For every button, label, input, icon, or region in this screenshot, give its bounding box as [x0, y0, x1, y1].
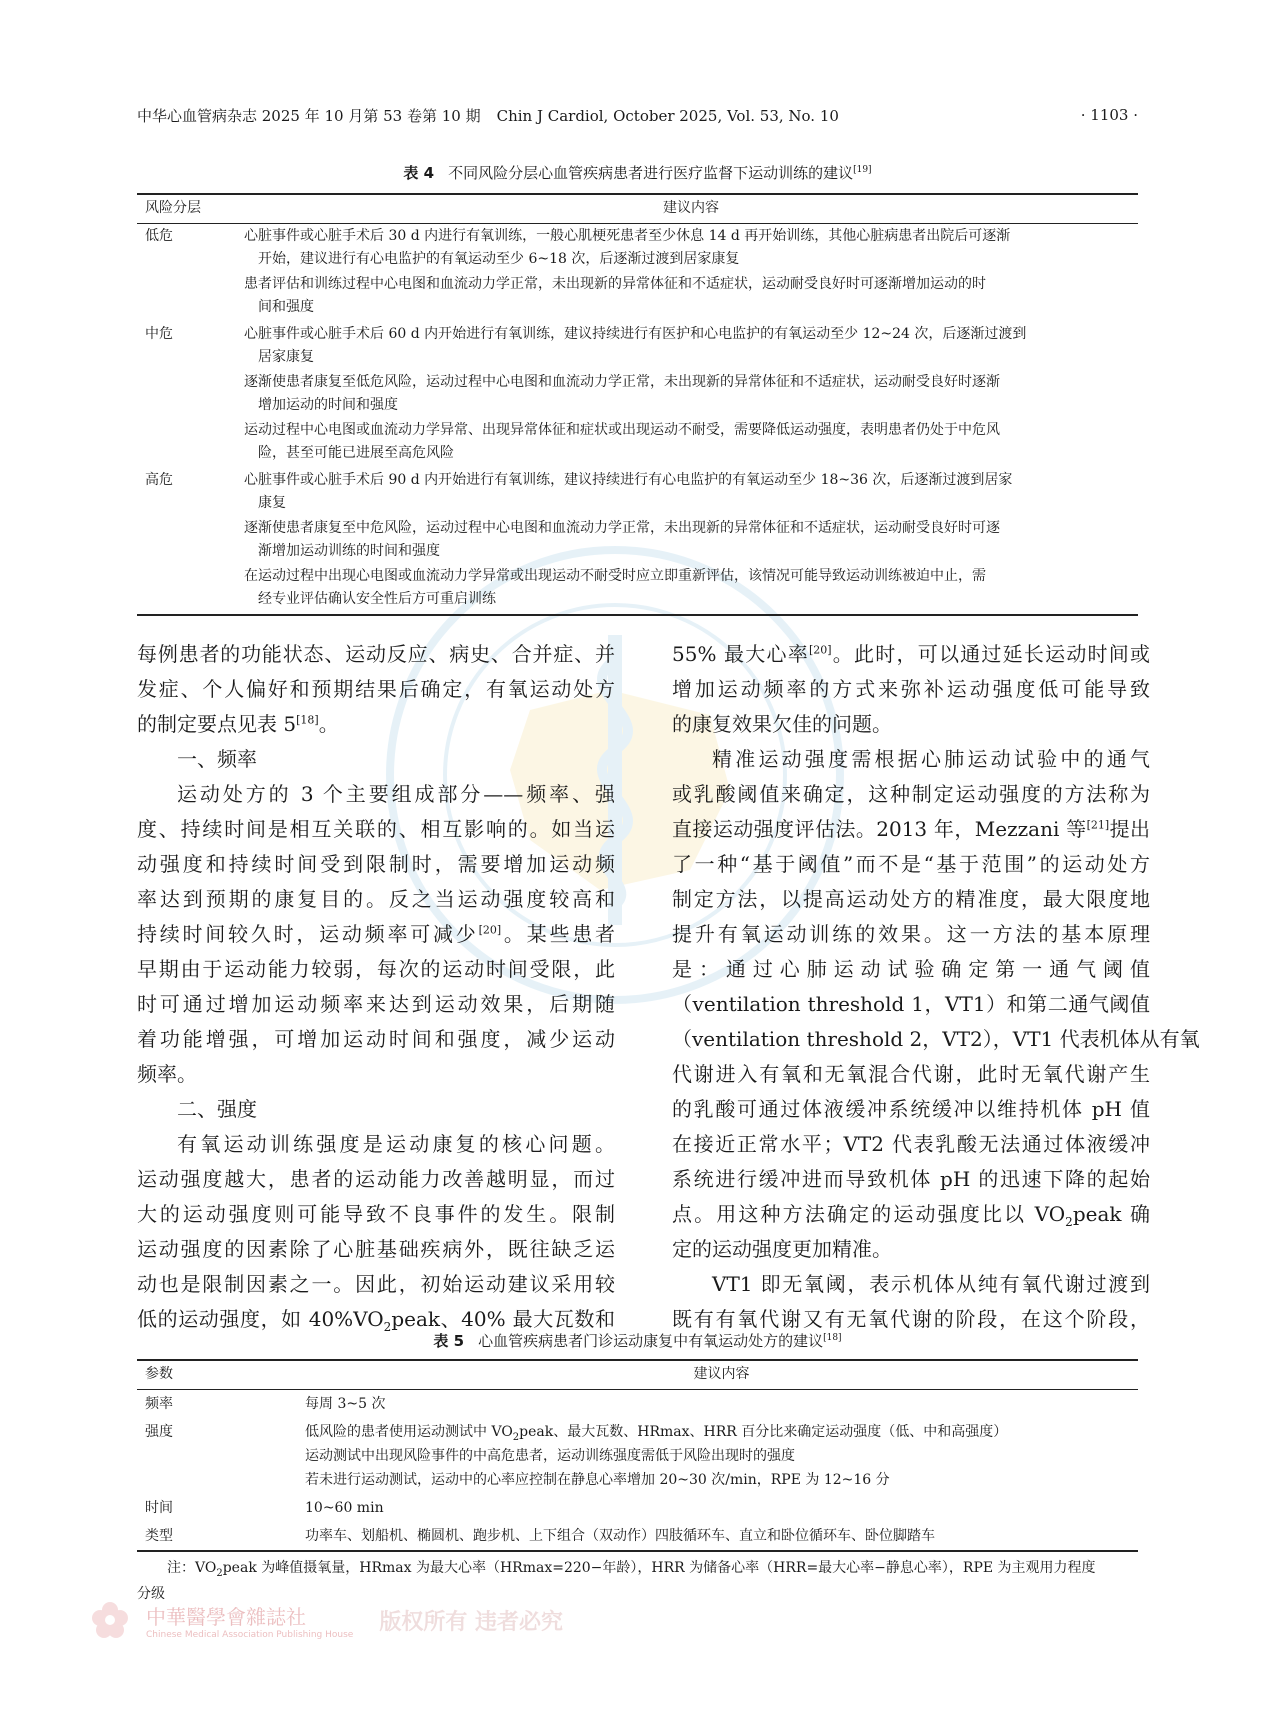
table-row [137, 1418, 1138, 1494]
table4-col-risk: 风险分层 [145, 200, 201, 216]
table5-col-param: 参数 [145, 1366, 173, 1382]
intensity-value: 低风险的患者使用运动测试中 $VO_2peak$、最大瓦数、HRmax、HRR 百分比来确定运动强度（低、中和高强度） 运动测试中出现风险事件的中高危患者，运动训练强度需低于风险出现时的强度 若未进行运动测试，运动中的心率应控制在静息心率增加 20~30 次/min，RPE 为 12~16 分 [305, 1424, 1008, 1488]
section-heading-frequency: 一、频率 [177, 747, 257, 771]
table5-ref: [18] [823, 1333, 842, 1343]
citation: [18] [296, 713, 319, 727]
recommendation: 患者评估和训练过程中心电图和血流动力学正常，未出现新的异常体征和不适症状，运动耐受良好时可逐渐增加运动的时 间和强度 [244, 276, 986, 315]
recommendation: 心脏事件或心脏手术后 30 d 内进行有氧训练，一般心肌梗死患者至少休息 14 d 再开始训练，其他心脏病患者出院后可逐渐 开始，建议进行有心电监护的有氧运动至少 6~18 次，后逐渐过渡到居家康复 [244, 228, 1011, 267]
table4-caption [137, 162, 1138, 183]
running-header [137, 102, 1138, 128]
table-row [137, 1494, 1138, 1522]
table5-title: 心血管疾病患者门诊运动康复中有氧运动处方的建议 [478, 1332, 824, 1350]
section-heading-intensity: 二、强度 [177, 1097, 257, 1121]
param-frequency: 频率 [145, 1396, 173, 1412]
body-right-column: 55% 最大心率[20]。此时，可以通过延长运动时间或 增加运动频率的方式来弥补运动强度低可能导致 的康复效果欠佳的问题。 精准运动强度需根据心肺运动试验中的通气 或乳酸阈值来确定，这种制定运动强度的方法称为 直接运动强度评估法。2013 年，Mezzani 等[21]提出 了一种“基于阈值”而不是“基于范围”的运动处方 制定方法，以提高运动处方的精准度，最大限度地 提升有氧运动训练的效果。这一方法的基本原理 是：通过心肺运动试验确定第一通气阈值 （ventilation threshold 1，VT1）和第二通气阈值 （ventilation threshold 2，VT2），VT1 代表机体从有氧 代谢进入有氧和无氧混合代谢，此时无氧代谢产生 的乳酸可通过体液缓冲系统缓冲以维持机体 pH 值 在接近正常水平；VT2 代表乳酸无法通过体液缓冲 系统进行缓冲进而导致机体 pH 的迅速下降的起始 点。用这种方法确定的运动强度比以 $VO_2peak$ 确 定的运动强度更加精准。 VT1 即无氧阈，表示机体从纯有氧代谢过渡到 既有有氧代谢又有无氧代谢的阶段，在这个阶段， [672, 642, 1200, 1331]
table4-title: 不同风险分层心血管疾病患者进行医疗监督下运动训练的建议 [448, 164, 854, 182]
recommendation: 运动过程中心电图或血流动力学异常、出现异常体征和症状或出现运动不耐受，需要降低运动强度，表明患者仍处于中危风 险，甚至可能已进展至高危风险 [244, 422, 1000, 461]
table4-ref: [19] [853, 165, 872, 175]
table4-number: 表 4 [403, 164, 435, 182]
citation: [21] [1086, 818, 1110, 832]
publisher-name-en: Chinese Medical Association Publishing House [146, 1629, 354, 1640]
param-intensity: 强度 [145, 1424, 173, 1440]
table5-number: 表 5 [433, 1332, 465, 1350]
table-row [137, 468, 1138, 615]
publisher-watermark [88, 1595, 563, 1645]
journal-en: Chin J Cardiol, October 2025, Vol. 53, No. 10 [496, 106, 839, 125]
risk-high: 高危 [145, 472, 173, 488]
copyright-notice: 版权所有 违者必究 [379, 1608, 563, 1635]
frequency-value: 每周 3~5 次 [305, 1396, 386, 1412]
recommendations [244, 322, 1138, 468]
recommendation: 心脏事件或心脏手术后 60 d 内开始进行有氧训练，建议持续进行有医护和心电监护的有氧运动至少 12~24 次，后逐渐过渡到 居家康复 [244, 326, 1027, 365]
table5-col-content: 建议内容 [693, 1366, 750, 1382]
table5-caption [137, 1330, 1138, 1351]
citation: [20] [808, 643, 832, 657]
recommendations [244, 468, 1138, 615]
table4-header-row [137, 194, 1138, 224]
recommendation: 在运动过程中出现心电图或血流动力学异常或出现运动不耐受时应立即重新评估，该情况可能导致运动训练被迫中止，需 经专业评估确认安全性后方可重启训练 [244, 568, 986, 607]
recommendation: 逐渐使患者康复至低危风险，运动过程中心电图和血流动力学正常，未出现新的异常体征和不适症状，运动耐受良好时逐渐 增加运动的时间和强度 [244, 374, 1000, 413]
type-value: 功率车、划船机、椭圆机、跑步机、上下组合（双动作）四肢循环车、直立和卧位循环车、卧位脚踏车 [305, 1528, 935, 1544]
risk-low: 低危 [145, 228, 173, 244]
journal-cn: 中华心血管病杂志 2025 年 10 月第 53 卷第 10 期 [137, 106, 481, 125]
time-value: 10~60 min [305, 1500, 384, 1516]
table-row [137, 1522, 1138, 1551]
table5 [137, 1359, 1138, 1552]
table4-col-content: 建议内容 [663, 200, 719, 216]
recommendation: 逐渐使患者康复至中危风险，运动过程中心电图和血流动力学正常，未出现新的异常体征和不适症状，运动耐受良好时可逐 渐增加运动训练的时间和强度 [244, 520, 1000, 559]
risk-medium: 中危 [145, 326, 173, 342]
table5-header-row [137, 1360, 1138, 1390]
citation: [20] [478, 923, 502, 937]
param-time: 时间 [145, 1500, 173, 1516]
recommendations [244, 224, 1138, 323]
table-row [137, 322, 1138, 468]
table5-note: 注：$VO_2peak$ 为峰值摄氧量，HRmax 为最大心率（HRmax=220−年龄），HRR 为储备心率（HRR=最大心率−静息心率），RPE 为主观用力程度 分级 [137, 1560, 1096, 1602]
flower-emblem-icon [88, 1598, 132, 1642]
param-type: 类型 [145, 1528, 173, 1544]
body-left-column: 每例患者的功能状态、运动反应、病史、合并症、并 发症、个人偏好和预期结果后确定，有氧运动处方 的制定要点见表 5[18]。 一、频率 运动处方的 3 个主要组成部分——频率、强 度、持续时间是相互关联的、相互影响的。如当运 动强度和持续时间受到限制时，需要增加运动频 率达到预期的康复目的。反之当运动强度较高和 持续时间较久时，运动频率可减少[20]。某些患者 早期由于运动能力较弱，每次的运动时间受限，此 时可通过增加运动频率来达到运动效果，后期随 着功能增强，可增加运动时间和强度，减少运动 频率。 二、强度 有氧运动训练强度是运动康复的核心问题。 运动强度越大，患者的运动能力改善越明显，而过 大的运动强度则可能导致不良事件的发生。限制 运动强度的因素除了心脏基础疾病外，既往缺乏运 动也是限制因素之一。因此，初始运动建议采用较 低的运动强度，如 $40\%VO_2peak$、40% 最大瓦数和 [137, 642, 616, 1334]
table-row [137, 1390, 1138, 1419]
table-row [137, 224, 1138, 323]
table4 [137, 193, 1138, 616]
recommendation: 心脏事件或心脏手术后 90 d 内开始进行有氧训练，建议持续进行有心电监护的有氧运动至少 18~36 次，后逐渐过渡到居家 康复 [244, 472, 1013, 511]
page-number: · 1103 · [1080, 106, 1138, 124]
publisher-name: 中華醫學會雜誌社 [146, 1604, 306, 1629]
